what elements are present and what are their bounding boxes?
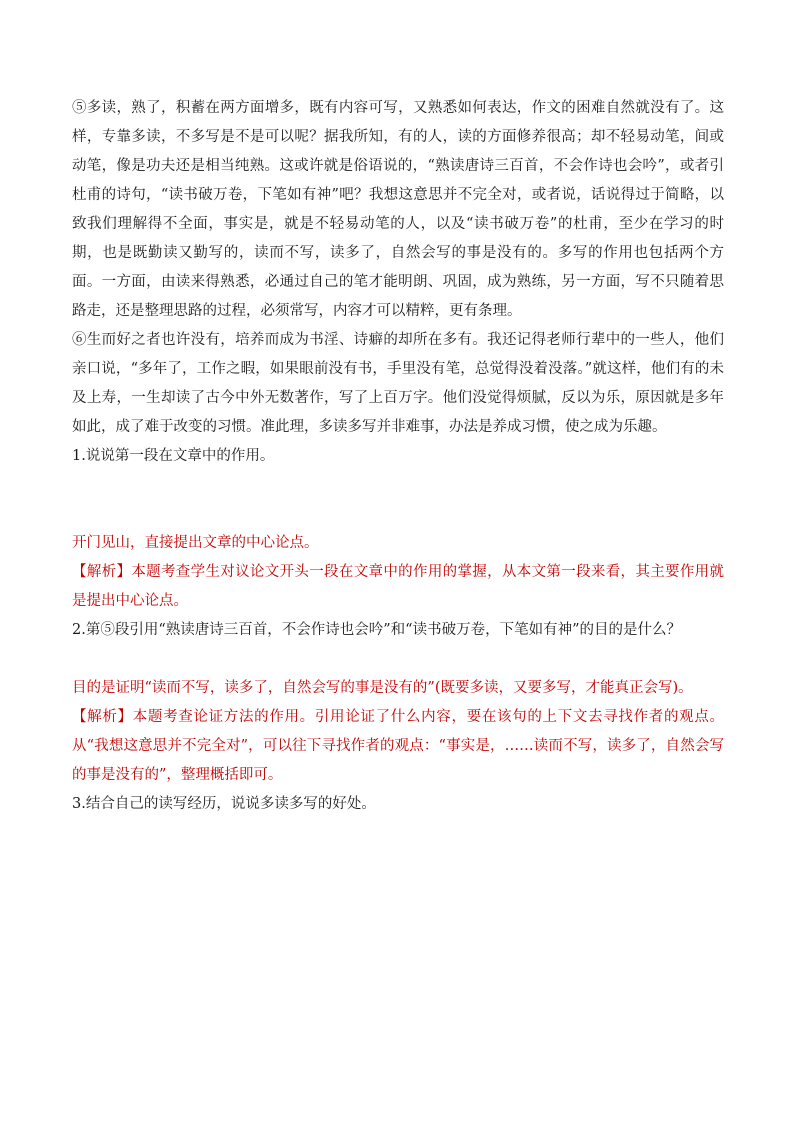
question-1-prompt: 1.说说第一段在文章中的作用。 (72, 448, 275, 464)
analysis-text: 本题考查学生对议论文开头一段在文章中的作用的掌握，从本文第一段来看，其主要作用就是提出中心论点。 (72, 564, 725, 609)
analysis-tag: 【解析】 (72, 564, 132, 580)
question-2-analysis (72, 703, 724, 790)
passage-paragraph-5: ⑤多读，熟了，积蓄在两方面增多，既有内容可写，又熟悉如何表达，作文的困难自然就没有了。这样，专靠多读，不多写是不是可以呢？据我所知，有的人，读的方面修养很高；却不轻易动笔，间或动笔，像是功夫还是相当纯熟。这或许就是俗语说的，“熟读唐诗三百首，不会作诗也会吟”，或者引杜甫的诗句，“读书破万卷，下笔如有神”吧？我想这意思并不完全对，或者说，话说得过于简略，以致我们理解得不全面，事实是，就是不轻易动笔的人，以及“读书破万卷”的杜甫，至少在学习的时期，也是既勤读又勤写的，读而不写，读多了，自然会写的事是没有的。多写的作用也包括两个方面。一方面，由读来得熟悉，必通过自己的笔才能明朗、巩固，成为熟练，另一方面，写不只随着思路走，还是整理思路的过程，必须常写，内容才可以精粹，更有条理。 (72, 100, 724, 319)
answer-blank-space (72, 645, 724, 674)
document-page (72, 94, 724, 819)
question-2-prompt: 2.第⑤段引用“熟读唐诗三百首，不会作诗也会吟”和“读书破万卷，下笔如有神”的目的是什么？ (72, 622, 681, 638)
passage-paragraph-6: ⑥生而好之者也许没有，培养而成为书淫、诗癖的却所在多有。我还记得老师行辈中的一些人，他们亲口说，“多年了，工作之暇，如果眼前没有书，手里没有笔，总觉得没着没落。”就这样，他们有的未及上寿，一生却读了古今中外无数著作，写了上百万字。他们没觉得烦腻，反以为乐，原因就是多年如此，成了难于改变的习惯。准此理，多读多写并非难事，办法是养成习惯，使之成为乐趣。 (72, 332, 724, 435)
analysis-text: 本题考查论证方法的作用。引用论证了什么内容，要在该句的上下文去寻找作者的观点。从“我想这意思并不完全对”，可以往下寻找作者的观点：“事实是，……读而不写，读多了，自然会写的事是没有的”，整理概括即可。 (72, 709, 725, 783)
question-1-analysis (72, 558, 724, 616)
question-2-answer: 目的是证明“读而不写，读多了，自然会写的事是没有的”(既要多读，又要多写，才能真正会写)。 (72, 680, 693, 696)
analysis-tag: 【解析】 (72, 709, 133, 725)
answer-blank-space (72, 471, 724, 529)
question-3-prompt: 3.结合自己的读写经历，说说多读多写的好处。 (72, 796, 376, 812)
question-1-answer: 开门见山，直接提出文章的中心论点。 (72, 535, 319, 551)
